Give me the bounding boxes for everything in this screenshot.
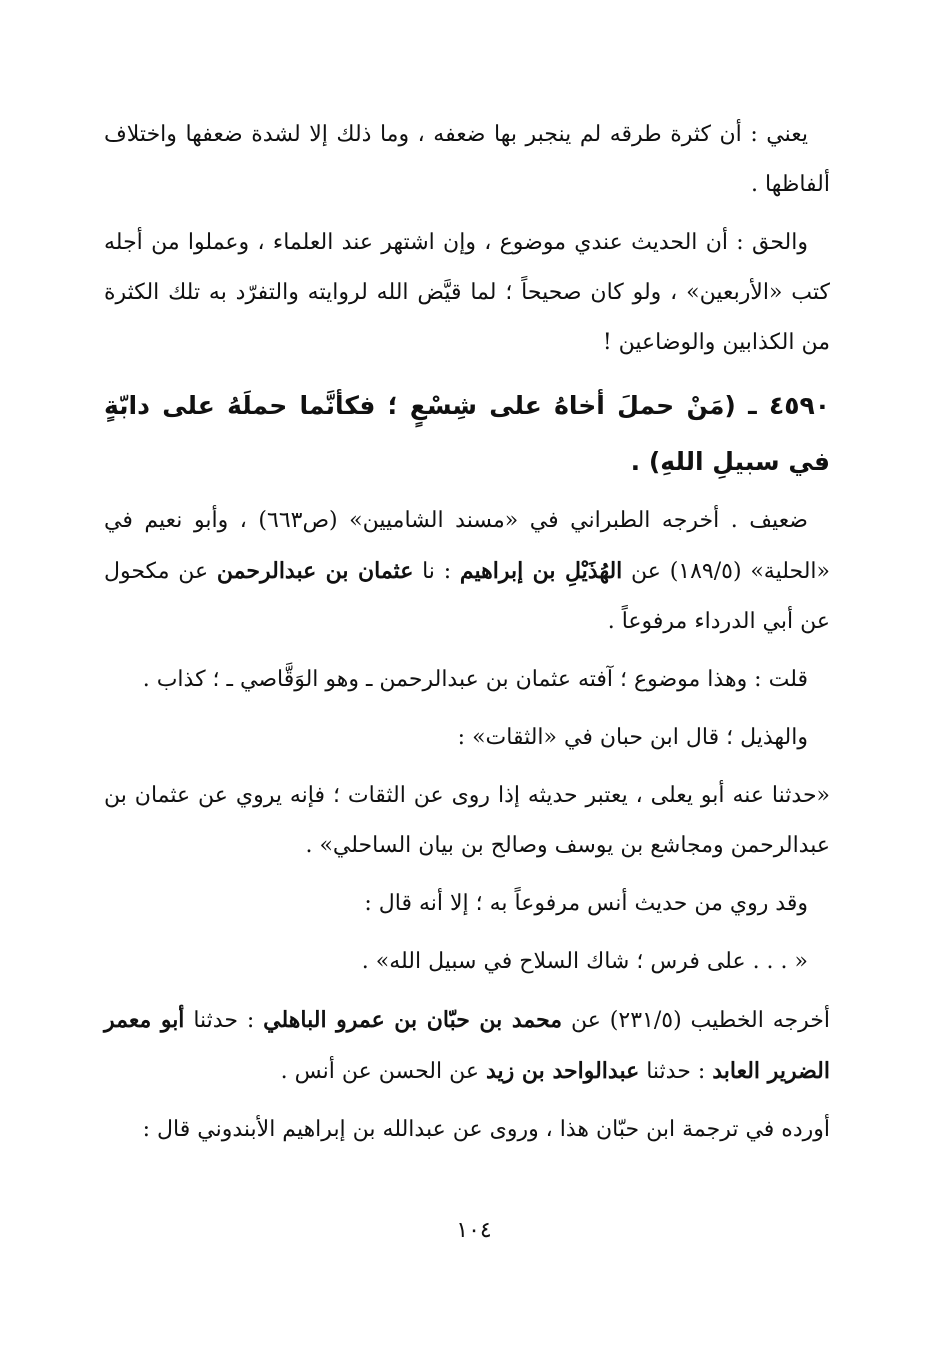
paragraph-last: أورده في ترجمة ابن حبّان هذا ، وروى عن عبدالله بن إبراهيم الأبندوني قال : <box>142 1117 830 1142</box>
paragraph-verdict: قلت : وهذا موضوع ؛ آفته عثمان بن عبدالرحمن ـ وهو الوَقَّاصي ـ ؛ كذاب . <box>142 667 808 692</box>
paragraph-anas-narration: وقد روي من حديث أنس مرفوعاً به ؛ إلا أنه قال : <box>364 891 808 916</box>
khatib-text-4: عن الحسن عن أنس . <box>280 1059 486 1084</box>
paragraph-quote-ibn-hibban: «حدثنا عنه أبو يعلى ، يعتبر حديثه إذا روى عن الثقات ؛ فإنه يروي عن عثمان بن عبدالرحمن ومجاشع بن يوسف وصالح بن بيان الساحلي» . <box>104 783 830 858</box>
paragraph-1: يعني : أن كثرة طرقه لم ينجبر بها ضعفه ، وما ذلك إلا لشدة ضعفها واختلاف ألفاظها . <box>104 122 830 197</box>
narrator-name-hudhayl: الهُذَيْلِ بن إبراهيم <box>459 558 623 584</box>
narrator-name-muhammad: محمد بن حبّان بن عمرو الباهلي <box>263 1007 563 1033</box>
paragraph-takhrij <box>104 496 830 647</box>
hadith-heading: ٤٥٩٠ ـ (مَنْ حملَ أخاهُ على شِسْعٍ ؛ فكأنَّما حملَهُ على دابّةٍ في سبيلِ اللهِ) . <box>104 391 830 476</box>
paragraph-khatib <box>104 995 830 1097</box>
paragraph-quote-matn: « . . . على فرس ؛ شاك السلاح في سبيل الله» . <box>361 949 808 974</box>
takhrij-text-2: : نا <box>413 559 460 584</box>
narrator-name-abu-mamar: أبو معمر الضرير العابد <box>104 1007 830 1084</box>
takhrij-text-1: ضعيف . أخرجه الطبراني في «مسند الشاميين» (ص٦٦٣) ، وأبو نعيم في «الحلية» (١٨٩/٥) عن <box>104 508 830 584</box>
khatib-text-2: : حدثنا <box>184 1008 264 1033</box>
page-number: ١٠٤ <box>456 1218 492 1243</box>
khatib-text-3: : حدثنا <box>639 1059 713 1084</box>
narrator-name-abdulwahid: عبدالواحد بن زيد <box>485 1058 640 1084</box>
paragraph-2: والحق : أن الحديث عندي موضوع ، وإن اشتهر عند العلماء ، وعملوا من أجله كتب «الأربعين» ، ولو كان صحيحاً ؛ لما قيَّض الله لروايته والتفرّد به تلك الكثرة من الكذابين والوضاعين ! <box>104 230 830 355</box>
takhrij-text-3: عن مكحول عن أبي الدرداء مرفوعاً . <box>104 559 830 634</box>
page-body <box>104 110 830 1163</box>
khatib-text-1: أخرجه الخطيب (٢٣١/٥) عن <box>562 1008 831 1033</box>
paragraph-hudhayl: والهذيل ؛ قال ابن حبان في «الثقات» : <box>457 725 808 750</box>
narrator-name-uthman: عثمان بن عبدالرحمن <box>216 558 414 584</box>
